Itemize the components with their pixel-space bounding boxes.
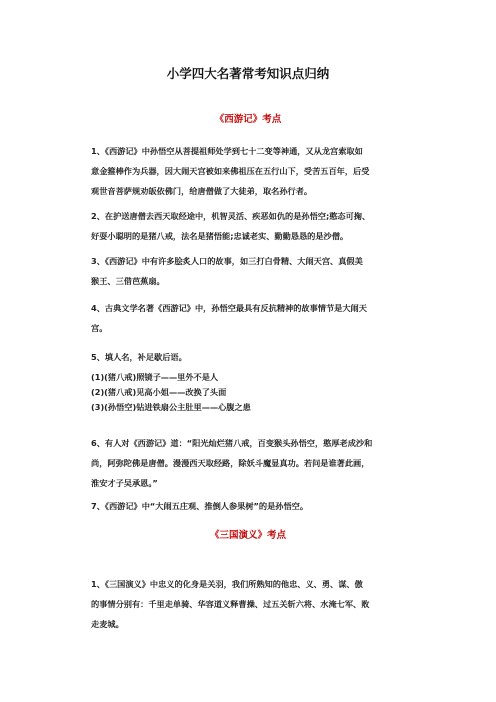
sanguo-point-1: [91, 574, 409, 634]
text-line: 7、《西游记》中“大闹五庄观、推倒人参果树”的是孙悟空。: [91, 501, 309, 511]
text-line: 尚，阿弥陀佛是唐僧。漫漫西天取经路，除妖斗魔显真功。若问是谁著此画，: [91, 458, 370, 468]
text-line: 意金箍棒作为兵器，因大闹天宫被如来佛祖压在五行山下，受苦五百年，后受: [91, 166, 370, 176]
xiyouji-point-3: [91, 251, 409, 291]
text-line: 走麦城。: [91, 619, 124, 629]
xiyouji-point-6: [91, 433, 409, 493]
text-line: (2)(猪八戒)见高小姐——改换了头面: [91, 387, 227, 397]
text-line: 3、《西游记》中有许多脍炙人口的故事，如三打白骨精、大闹天宫、真假美: [91, 256, 363, 266]
xiyouji-point-1: [91, 141, 409, 201]
text-line: (3)(孙悟空)钻进铁扇公主肚里——心腹之患: [91, 402, 251, 412]
text-line: 6、有人对《西游记》道：“阳光灿烂猪八戒，百变猴头孙悟空，憨厚老成沙和: [91, 438, 373, 448]
section-heading-xiyouji: 《西游记》考点: [214, 114, 282, 125]
text-line: 淮安才子吴承恩。”: [91, 478, 158, 488]
section-heading-sanguo: 《三国演义》考点: [209, 530, 286, 541]
xiyouji-point-5: [91, 351, 409, 414]
xiyouji-point-4: [91, 298, 409, 338]
text-line: 1、《西游记》中孙悟空从菩提祖师处学到七十二变等神通，又从龙宫索取如: [91, 146, 363, 156]
text-line: 2、在护送唐僧去西天取经途中，机智灵活、疾恶如仇的是孙悟空;憨态可掬、: [91, 211, 371, 221]
text-line: 观世音菩萨规劝皈依佛门，给唐僧做了大徒弟，取名孙行者。: [91, 186, 313, 196]
text-line: 猴王、三借芭蕉扇。: [91, 276, 165, 286]
text-line: 的事情分别有：千里走单骑、华容道义释曹操、过五关斩六将、水淹七军、败: [91, 599, 370, 609]
text-line: 宫。: [91, 323, 108, 333]
text-line: 5、填人名，补足歇后语。: [91, 352, 187, 362]
text-line: 1、《三国演义》中忠义的化身是关羽，我们所熟知的他忠、义、勇、谋、傲: [91, 579, 363, 589]
text-line: (1)(猪八戒)照镜子——里外不是人: [91, 372, 219, 382]
text-line: 4、古典文学名著《西游记》中，孙悟空最具有反抗精神的故事情节是大闹天: [91, 303, 367, 313]
text-line: 好耍小聪明的是猪八戒，法名是猪悟能;忠诚老实、勤勤恳恳的是沙僧。: [91, 231, 349, 241]
document-title: 小学四大名著常考知识点归纳: [166, 66, 330, 81]
xiyouji-point-2: [91, 206, 409, 246]
xiyouji-point-7: [91, 496, 409, 516]
